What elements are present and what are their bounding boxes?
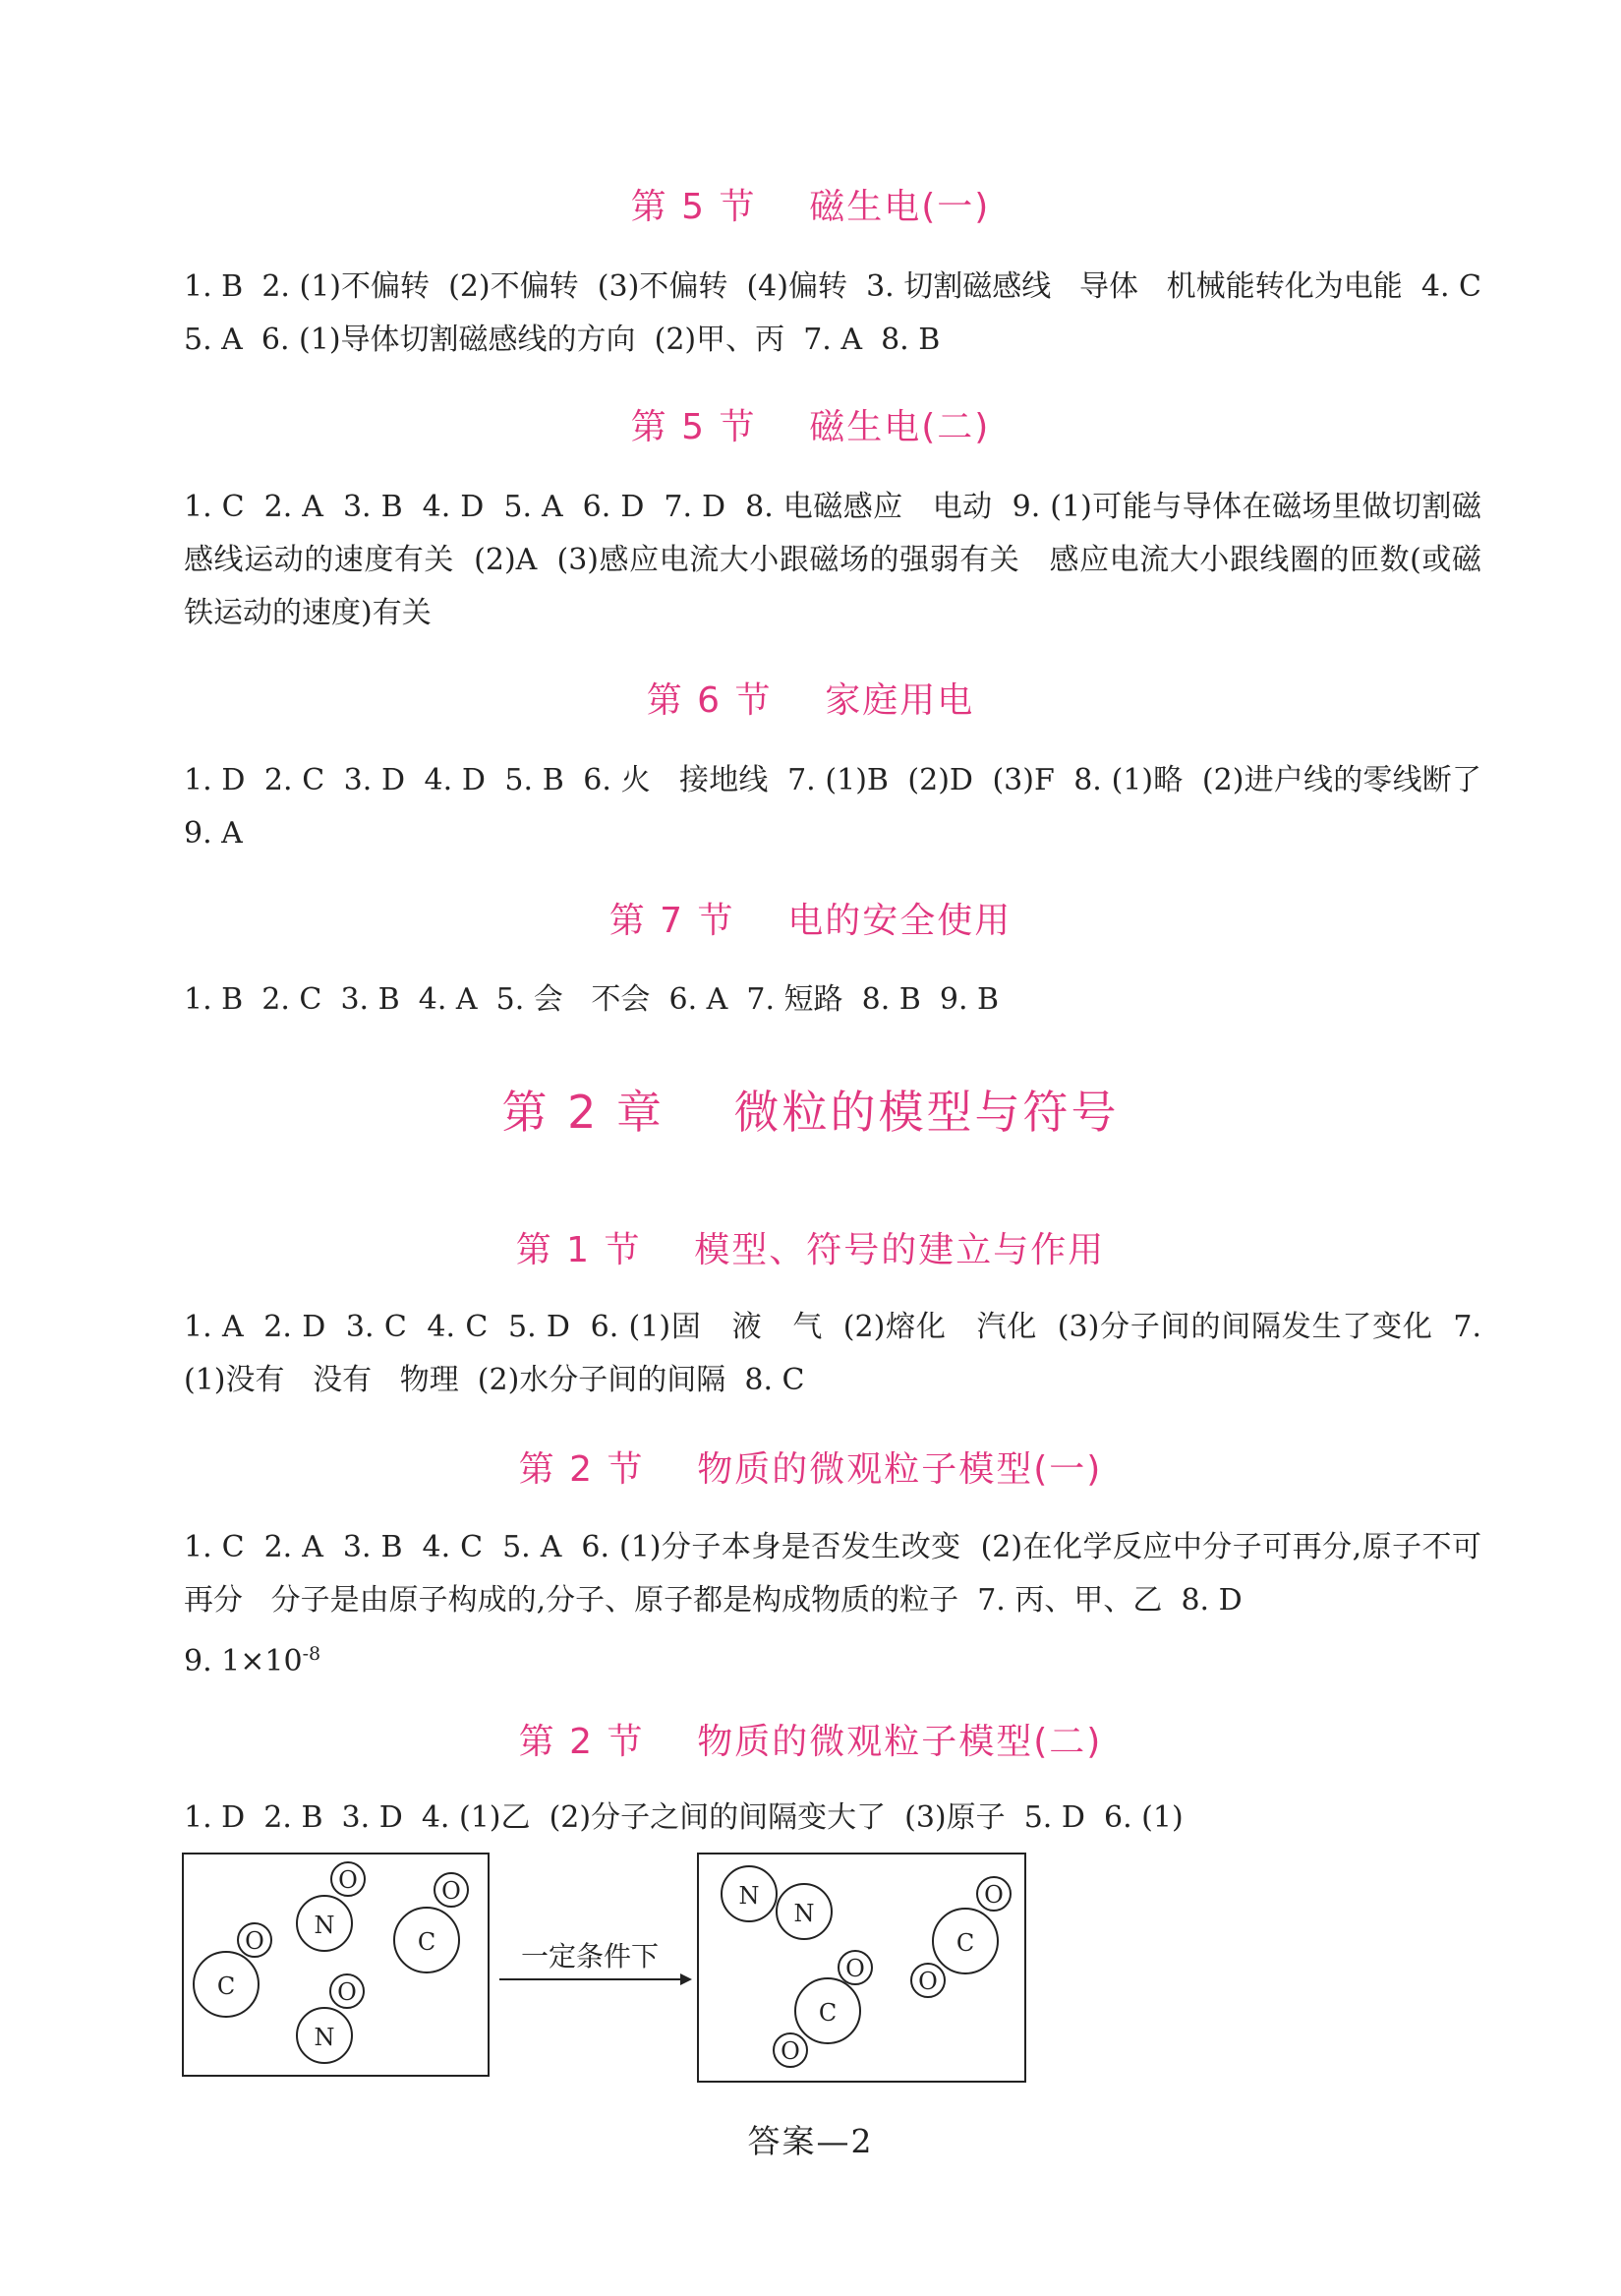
answers-7: 1. B 2. C 3. B 4. A 5. 会 不会 6. A 7. 短路 8. B 9. B xyxy=(184,982,1000,1017)
section-title-5-1: 第 5 节 磁生电(一) xyxy=(630,187,991,227)
answers-5-2: 1. C 2. A 3. B 4. D 5. A 6. D 7. D 8. 电磁感应 电动 9. (1)可能与导体在磁场里做切割磁感线运动的速度有关 (2)A (3)感应电流大小跟磁场的强弱有关 感应电流大小跟线圈的匝数(或磁铁运动的速度)有关 xyxy=(184,490,1481,630)
answers-6: 1. D 2. C 3. D 4. D 5. B 6. 火 接地线 7. (1)B (2)D (3)F 8. (1)略 (2)进户线的零线断了 9. A xyxy=(184,763,1501,851)
q9-prefix: 9. xyxy=(184,1644,222,1678)
atom-label: N xyxy=(738,1882,760,1910)
atom-label: C xyxy=(818,1999,838,2027)
q9-base: 1×10 xyxy=(221,1644,303,1678)
section-title-7: 第 7 节 电的安全使用 xyxy=(608,901,1013,941)
section-title-2-2-2: 第 2 节 物质的微观粒子模型(二) xyxy=(518,1722,1103,1762)
arrow-label: 一定条件下 xyxy=(520,1940,660,1972)
atom-label: O xyxy=(337,1978,357,2006)
atom-label: O xyxy=(338,1866,358,1894)
atom-label: C xyxy=(417,1928,436,1956)
answers-2-1: 1. A 2. D 3. C 4. C 5. D 6. (1)固 液 气 (2)熔化 汽化 (3)分子间的间隔发生了变化 7. (1)没有 没有 物理 (2)水分子间的间隔 8. C xyxy=(184,1310,1491,1397)
atom-label: N xyxy=(314,2024,335,2051)
atom-label: O xyxy=(441,1877,461,1905)
q9-exponent: -8 xyxy=(302,1643,321,1665)
atom-label: C xyxy=(216,1972,236,2000)
atom-label: N xyxy=(314,1912,335,1939)
chapter-title: 第 2 章 微粒的模型与符号 xyxy=(501,1086,1120,1139)
reaction-arrow-head xyxy=(680,1973,692,1985)
atom-label: O xyxy=(245,1927,264,1955)
section-title-2-2-1: 第 2 节 物质的微观粒子模型(一) xyxy=(518,1449,1103,1490)
section-title-6: 第 6 节 家庭用电 xyxy=(646,680,975,721)
page-footer: 答案—2 xyxy=(747,2122,874,2160)
section-title-5-2: 第 5 节 磁生电(二) xyxy=(630,407,991,447)
atom-label: O xyxy=(918,1968,938,1995)
atom-label: O xyxy=(845,1955,865,1982)
atom-label: O xyxy=(781,2037,800,2065)
atom-label: C xyxy=(955,1929,975,1957)
answers-2-2-2: 1. D 2. B 3. D 4. (1)乙 (2)分子之间的间隔变大了 (3)原子 5. D 6. (1) xyxy=(184,1800,1184,1835)
atom-label: O xyxy=(984,1881,1004,1909)
answers-2-2-1: 1. C 2. A 3. B 4. C 5. A 6. (1)分子本身是否发生改变 (2)在化学反应中分子可再分,原子不可再分 分子是由原子构成的,分子、原子都是构成物质的粒子 7. 丙、甲、乙 8. D xyxy=(184,1530,1481,1618)
section-title-2-1: 第 1 节 模型、符号的建立与作用 xyxy=(515,1230,1106,1270)
answers-5-1: 1. B 2. (1)不偏转 (2)不偏转 (3)不偏转 (4)偏转 3. 切割磁感线 导体 机械能转化为电能 4. C 5. A 6. (1)导体切割磁感线的方向 (2)甲、丙 7. A 8. B xyxy=(184,269,1501,357)
atom-label: N xyxy=(793,1900,815,1927)
